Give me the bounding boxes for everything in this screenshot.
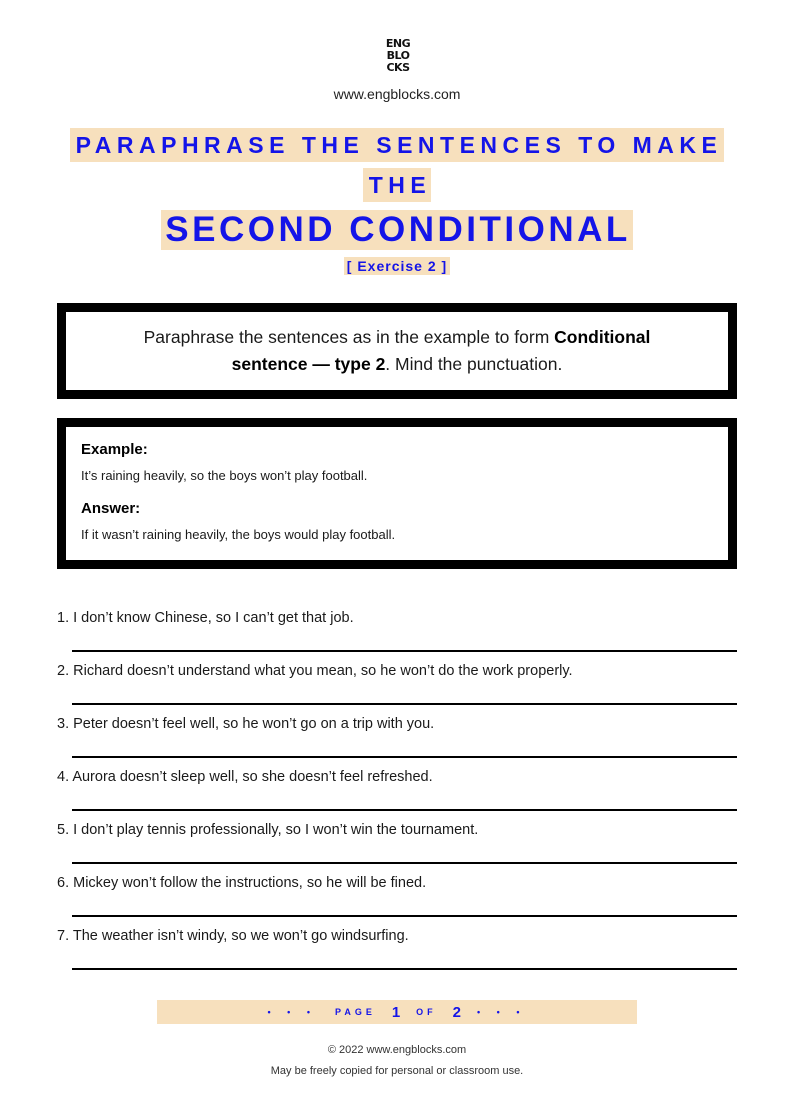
instructions-bold: Conditional sentence — type 2 bbox=[231, 327, 651, 374]
page-indicator bbox=[157, 1000, 637, 1024]
task-list bbox=[57, 609, 737, 980]
task-text: 1. I don’t know Chinese, so I can’t get that job. bbox=[57, 610, 354, 626]
title-main: SECOND CONDITIONAL bbox=[161, 210, 633, 250]
copyright-text: © 2022 www.engblocks.com bbox=[327, 1044, 467, 1056]
instructions-box bbox=[57, 303, 737, 399]
answer-line[interactable] bbox=[72, 915, 737, 917]
example-box bbox=[57, 418, 737, 569]
task-item bbox=[57, 715, 737, 768]
site-url: www.engblocks.com bbox=[333, 86, 461, 102]
task-item bbox=[57, 609, 737, 662]
answer-line[interactable] bbox=[72, 756, 737, 758]
instructions-text-after: . Mind the punctuation. bbox=[385, 354, 563, 374]
instructions-text-before: Paraphrase the sentences as in the example to form bbox=[143, 327, 555, 347]
pager-of-word: OF bbox=[416, 1007, 437, 1017]
title-line-1: PARAPHRASE THE SENTENCES TO MAKE bbox=[70, 128, 725, 162]
title-line-2: THE bbox=[363, 168, 432, 202]
pager-current: 1 bbox=[391, 1003, 401, 1021]
answer-text: If it wasn’t raining heavily, the boys would play football. bbox=[81, 527, 396, 542]
instructions-text bbox=[116, 324, 678, 378]
license-text: May be freely copied for personal or classroom use. bbox=[270, 1065, 524, 1077]
task-item bbox=[57, 821, 737, 874]
pager-dots-right: • • • bbox=[477, 1007, 527, 1017]
answer-line[interactable] bbox=[72, 809, 737, 811]
answer-label: Answer: bbox=[81, 500, 141, 517]
exercise-label: [ Exercise 2 ] bbox=[344, 257, 450, 275]
example-label: Example: bbox=[81, 441, 148, 458]
task-item bbox=[57, 874, 737, 927]
task-text: 2. Richard doesn’t understand what you mean, so he won’t do the work properly. bbox=[57, 663, 573, 679]
answer-line[interactable] bbox=[72, 968, 737, 970]
task-text: 3. Peter doesn’t feel well, so he won’t go on a trip with you. bbox=[57, 716, 435, 732]
task-item bbox=[57, 927, 737, 980]
answer-line[interactable] bbox=[72, 862, 737, 864]
pager-dots-left: • • • bbox=[267, 1007, 317, 1017]
task-text: 4. Aurora doesn’t sleep well, so she doesn’t feel refreshed. bbox=[57, 769, 433, 785]
answer-line[interactable] bbox=[72, 703, 737, 705]
worksheet-title bbox=[0, 128, 794, 275]
task-item bbox=[57, 662, 737, 715]
engblocks-logo bbox=[382, 38, 414, 74]
example-text: It’s raining heavily, so the boys won’t play football. bbox=[81, 468, 368, 483]
task-text: 6. Mickey won’t follow the instructions, so he will be fined. bbox=[57, 875, 427, 891]
task-item bbox=[57, 768, 737, 821]
task-text: 7. The weather isn’t windy, so we won’t go windsurfing. bbox=[57, 928, 409, 944]
logo-line-3: CKS bbox=[386, 61, 410, 74]
task-text: 5. I don’t play tennis professionally, so I won’t win the tournament. bbox=[57, 822, 479, 838]
logo-line-2: BLO bbox=[386, 49, 410, 62]
pager-page-word: PAGE bbox=[334, 1007, 376, 1017]
answer-line[interactable] bbox=[72, 650, 737, 652]
logo-line-1: ENG bbox=[385, 37, 411, 50]
pager-total: 2 bbox=[452, 1003, 462, 1021]
